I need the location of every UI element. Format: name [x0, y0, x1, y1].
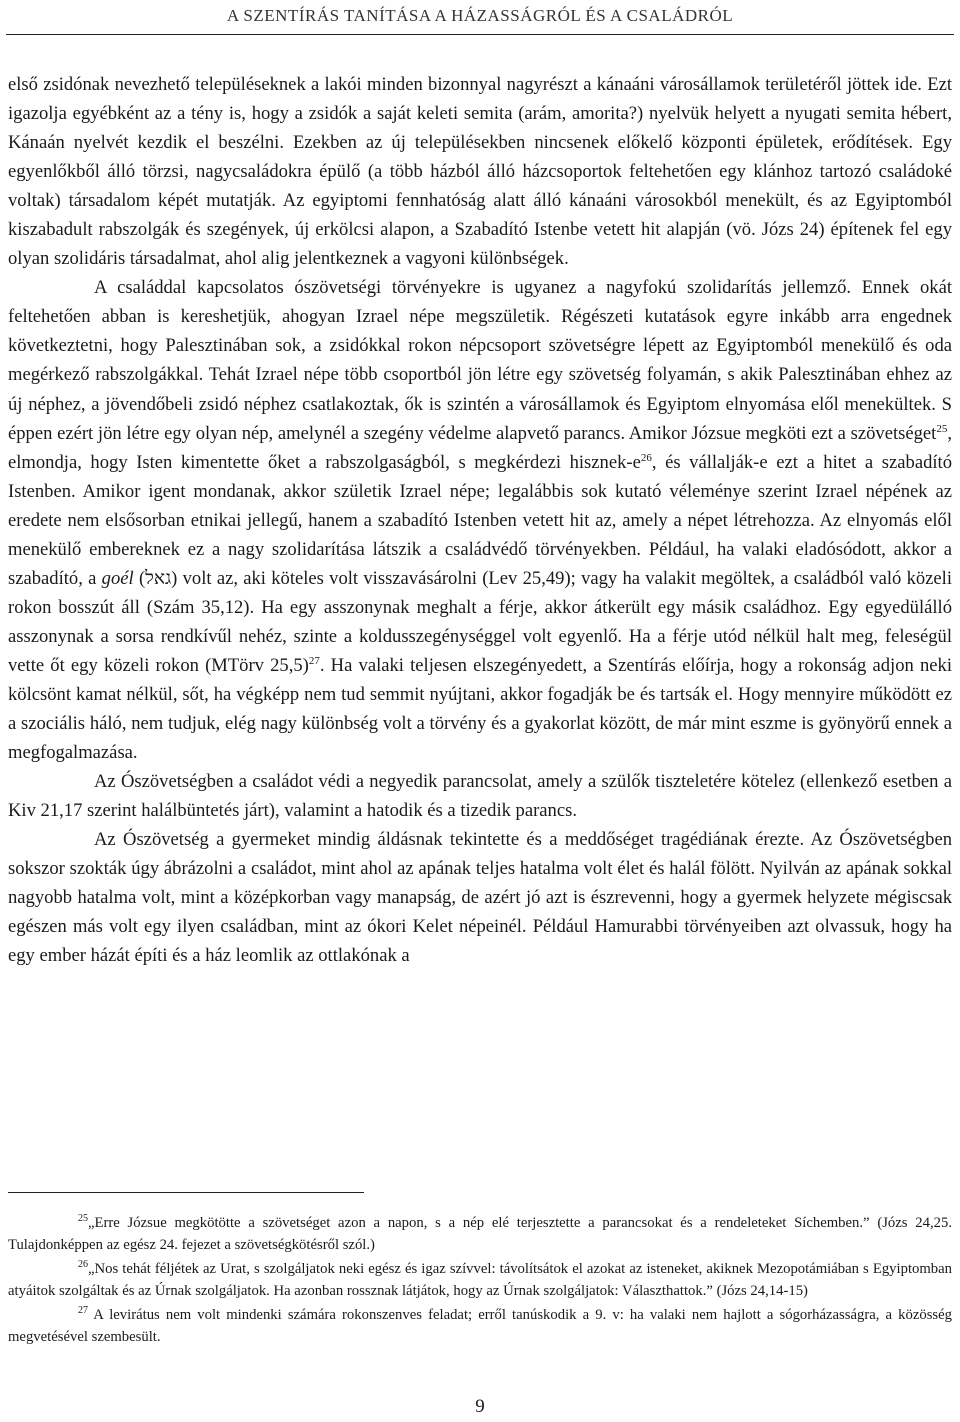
running-header: A SZENTÍRÁS TANÍTÁSA A HÁZASSÁGRÓL ÉS A CSALÁDRÓL: [226, 6, 734, 25]
hebrew-term: גאל: [145, 567, 172, 589]
page-number: 9: [475, 1396, 485, 1417]
footnotes: [8, 1212, 952, 1350]
header-rule: [6, 34, 954, 35]
footnote-25: [8, 1212, 952, 1256]
footnote-27: [8, 1304, 952, 1348]
footnote-number: 25: [78, 1213, 88, 1225]
footnote-text: „Nos tehát féljétek az Urat, s szolgáljatok neki egész és igaz szívvel: távolítsátok el azokat az isteneket, akiknek Mezopotámiában s Egyiptomban atyáitok szolgáltak és az Úrnak szolgáljatok. Ha azonban rossznak látjátok, hogy az Úrnak szolgáljatok: Választhattok.” (Józs 24,14-15): [8, 1261, 952, 1299]
paragraph-1: első zsidónak nevezhető településeknek a lakói minden bizonnyal nagyrészt a kánaáni városállamok területéről jöttek ide. Ezt igazolja egyébként az a tény is, hogy a zsidók a saját keleti semita (arám, amorita?) nyelvük helyett a nyugati semita hébert, Kánaán nyelvét kezdik el beszélni. Ezekben az új településekben nincsenek előkelő központi épületek, erődítések. Egy egyenlőkből álló törzsi, nagycsaládokra épülő (a több házból álló házcsoportok feltehetően egy klánhoz tartozó családoké voltak) társadalom képét mutatják. Az egyiptomi fennhatóság alatt álló kánaáni városokból menekült, és az Egyiptomból kiszabadult rabszolgák és szegények, új erkölcsi alapon, a Szabadító Istenbe vetett hit alapján (vö. Józs 24) építenek fel egy olyan szolidáris társadalmat, ahol alig jelentkeznek a vagyoni különbségek.: [8, 74, 952, 270]
paragraph-2-part-b: , elmondja, hogy Isten kimentette őket a rabszolgaságból, s megkérdezi hisznek-e: [8, 422, 952, 473]
paragraph-2-part-a: A családdal kapcsolatos ószövetségi törvényekre is ugyanez a nagyfokú szolidarítás jellemző. Ennek okát feltehetően abban is kereshetjük, ahogyan Izrael népe megszületik. Régészeti kutatások egyre inkább arra engednek következtetni, hogy Palesztinában sok, a zsidókkal rokon népcsoport szövetségre lépett az Egyiptomból menekülő és oda megérkező rabszolgákkal. Tehát Izrael népe több csoportból jön létre egy szövetség folyamán, s akik Palesztinában ehhez az új néphez, a jövendőbeli zsidó néphez csatlakoztak, ők is szintén a városállamok és Egyiptom elnyomása elől menekültek. S éppen ezért jön létre egy olyan nép, amelynél a szegény védelme alapvető parancs. Amikor Józsue megköti ezt a szövetséget: [8, 277, 952, 444]
footnote-text: A levirátus nem volt mindenki számára rokonszenves feladat; erről tanúskodik a 9. v: ha valaki nem hajlott a sógorházasságra, a közösség megvetésével szembesült.: [8, 1307, 952, 1345]
paragraph-2-part-d: volt az, aki köteles volt visszavásárolni (Lev 25,49); vagy ha valakit megöltek, a családból való közeli rokon bosszút áll (Szám 35,12). Ha egy asszonynak meghalt a férje, akkor átkerült egy másik családhoz. Egy egyedülálló asszonynak a sorsa rendkívűl nehéz, szinte a koldusszegénységgel volt egyenlő. Ha a férje utód nélkül halt meg, feleségül vette őt egy közeli rokon (MTörv 25,5): [8, 567, 953, 676]
paragraph-2-part-c: , és vállalják-e ezt a hitet a szabadító Istenben. Amikor igent mondanak, akkor születik Izrael népe; legalábbis sok kutató véleménye szerint Izrael népének az eredete nem elsősorban etnikai jellegű, hanem a szabadító Istenben vetett hit az, amely a népet létrehozza. Az elnyomás elől menekülő embereknek ez a nagy szolidarítása látszik a családvédő törvényekben. Például, ha valaki eladósódott, akkor a szabadító, a: [8, 451, 952, 589]
footnote-separator: [8, 1192, 364, 1193]
paragraph-2-part-e: . Ha valaki teljesen elszegényedett, a Szentírás előírja, hogy a rokonság adjon neki kölcsönt kamat nélkül, sőt, ha végképp nem tud semmit nyújtani, akkor fogadják be és tartsák el. Hogy mennyire működött ez a szociális háló, nem tudjuk, elég nagy különbség volt a törvény és a gyakorlat között, de már mint eszme is gyönyörű ennek a megfogalmazása.: [8, 654, 952, 764]
goel-term: goél: [101, 567, 134, 589]
footnote-number: 26: [78, 1259, 88, 1271]
paragraph-2: A családdal kapcsolatos ószövetségi törvényekre is ugyanez a nagyfokú szolidarítás jellemző. Ennek okát feltehetően abban is kereshetjük, ahogyan Izrael népe megszületik. Régészeti kutatások egyre inkább arra engednek következtetni, hogy Palesztinában sok, a zsidókkal rokon népcsoport szövetségre lépett az Egyiptomból menekülő és oda megérkező rabszolgákkal. Tehát Izrael népe több csoportból jön létre egy szövetség folyamán, s akik Palesztinában ehhez az új néphez, a jövendőbeli zsidó néphez csatlakoztak, ők is szintén a városállamok és Egyiptom elnyomása elől menekültek. S éppen ezért jön létre egy olyan nép, amelynél a szegény védelme alapvető parancs. Amikor Józsue megköti ezt a szövetséget$^{25}$, elmondja, hogy Isten kimentette őket a rabszolgaságból, s megkérdezi hisznek-$e^{26}$, és vállalják-e ezt a hitet a szabadító Istenben. Amikor igent mondanak, akkor születik Izrael népe; legalábbis sok kutató véleménye szerint Izrael népének az eredete nem elsősorban etnikai jellegű, hanem a szabadító Istenben vetett hit az, amely a népet létrehozza. Az elnyomás elől menekülő embereknek ez a nagy szolidarítása látszik a családvédő törvényekben. Például, ha valaki eladósódott, akkor a szabadító, a goél (גאל) volt az, aki köteles volt visszavásárolni (Lev 25,49); vagy ha valakit megöltek, a családból való közeli rokon bosszút áll (Szám 35,12). Ha egy asszonynak meghalt a férje, akkor átkerült egy másik családhoz. Egy egyedülálló asszonynak a sorsa rendkívűl nehéz, szinte a koldusszegénységgel volt egyenlő. Ha a férje utód nélkül halt meg, feleségül vette őt egy közeli rokon (MTörv 25,5)$^{27}$. Ha valaki teljesen elszegényedett, a Szentírás előírja, hogy a rokonság adjon neki kölcsönt kamat nélkül, sőt, ha végképp nem tud semmit nyújtani, akkor fogadják be és tartsák el. Hogy mennyire működött ez a szociális háló, nem tudjuk, elég nagy különbség volt a törvény és a gyakorlat között, de már mint eszme is gyönyörű ennek a megfogalmazása.: [8, 277, 953, 764]
main-text: [8, 70, 952, 970]
paragraph-3: Az Ószövetségben a családot védi a negyedik parancsolat, amely a szülők tiszteletére kötelez (ellenkező esetben a Kiv 21,17 szerint halálbüntetés járt), valamint a hatodik és a tizedik parancs.: [8, 771, 952, 822]
paragraph-4: Az Ószövetség a gyermeket mindig áldásnak tekintette és a meddőséget tragédiának érezte. Az Ószövetségben sokszor szokták úgy ábrázolni a családot, mint ahol az apának teljes hatalma volt élet és halál fölött. Nyilván az apának sokkal nagyobb hatalma volt, mint a középkorban vagy manapság, de azért jó azt is észrevenni, hogy a gyermek helyzete mégiscsak egészen más volt egy ilyen családban, mint az ókori Kelet népeinél. Például Hamurabbi törvényeiben azt olvassuk, hogy ha egy ember házát építi és a ház leomlik az ottlakónak a: [8, 829, 952, 967]
footnote-text: „Erre Józsue megkötötte a szövetséget azon a napon, s a nép elé terjesztette a parancsokat és a rendeleteket Síchemben.” (Józs 24,25. Tulajdonképpen az egész 24. fejezet a szövetségkötésről szól.): [8, 1215, 952, 1253]
footnote-ref-25[interactable]: 25: [936, 422, 948, 435]
footnote-26: [8, 1258, 952, 1302]
footnote-ref-27[interactable]: 27: [308, 654, 320, 667]
footnote-number: 27: [78, 1305, 88, 1317]
footnote-ref-26[interactable]: 26: [640, 451, 652, 464]
